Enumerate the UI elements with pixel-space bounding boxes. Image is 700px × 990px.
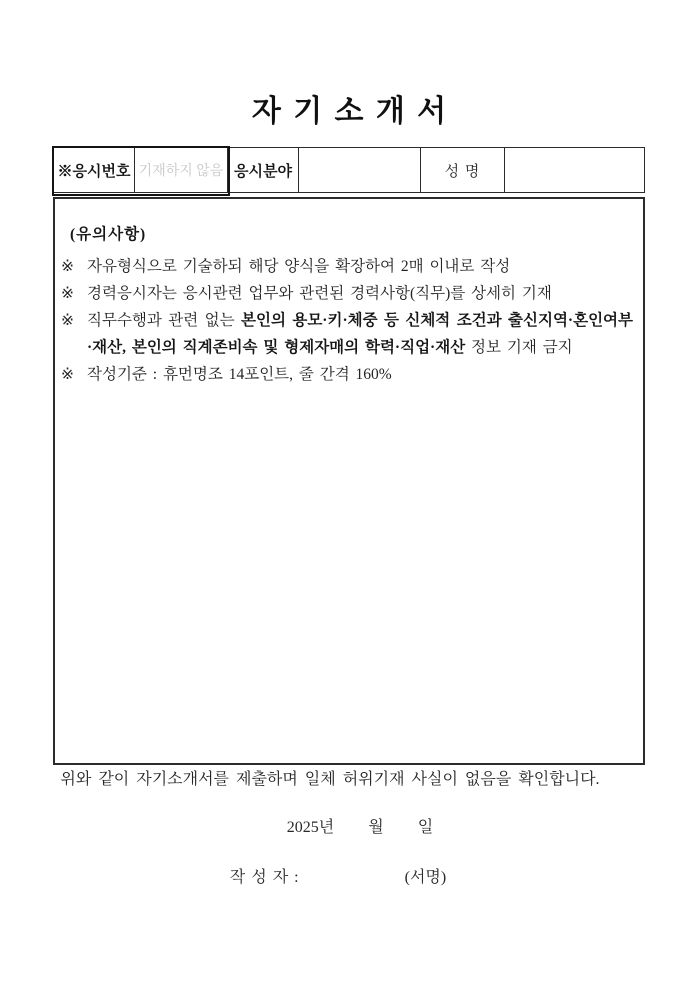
notice-item-3 [55, 307, 633, 361]
writer-label: 작 성 자 : [229, 869, 300, 886]
notice-item-3-lead: 직무수행과 관련 없는 [87, 312, 235, 329]
date-line [10, 814, 700, 837]
reference-mark-icon: ※ [61, 366, 74, 383]
notice-item-3-tail: 정보 기재 금지 [471, 339, 573, 356]
notice-heading: (유의사항) [70, 226, 147, 243]
date-year: 2025년 [286, 819, 335, 836]
name-value-cell [504, 148, 644, 192]
notice-item-1-text: 자유형식으로 기술하되 해당 양식을 확장하여 2매 이내로 작성 [87, 258, 511, 275]
notice-box [53, 197, 645, 765]
exam-number-label: ※응시번호 [57, 163, 131, 180]
page-title: 자 기 소 개 서 [251, 95, 449, 128]
exam-number-label-cell [54, 148, 134, 192]
reference-mark-icon: ※ [61, 312, 74, 329]
date-day: 일 [417, 819, 434, 836]
notice-item-2-text: 경력응시자는 응시관련 업무와 관련된 경력사항(직무)를 상세히 기재 [87, 285, 552, 302]
reference-mark-icon: ※ [61, 258, 74, 275]
notice-item-2 [55, 280, 633, 307]
reference-mark-icon: ※ [61, 285, 74, 302]
exam-number-placeholder: 기재하지 않음 [138, 164, 224, 179]
confirmation-statement: 위와 같이 자기소개서를 제출하며 일체 허위기재 사실이 없음을 확인합니다. [60, 771, 600, 788]
notice-item-3-bold: 본인의 용모·키·체중 등 신체적 조건과 출신지역·혼인여부·재산, 본인의 직계존비속 및 형제자매의 학력·직업·재산 [87, 312, 633, 356]
notice-item-1 [55, 253, 633, 280]
signature-note: (서명) [404, 869, 447, 886]
header-table [53, 147, 645, 193]
notice-item-4-text: 작성기준 : 휴먼명조 14포인트, 줄 간격 160% [87, 366, 392, 383]
apply-field-label-cell [227, 148, 298, 192]
writer-line [0, 864, 688, 887]
name-label: 성 명 [444, 163, 481, 180]
exam-number-value-cell [134, 148, 227, 192]
name-label-cell [420, 148, 504, 192]
date-month: 월 [368, 819, 384, 836]
notice-item-4 [55, 361, 633, 388]
apply-field-value-cell [298, 148, 420, 192]
apply-field-label: 응시분야 [234, 163, 292, 180]
